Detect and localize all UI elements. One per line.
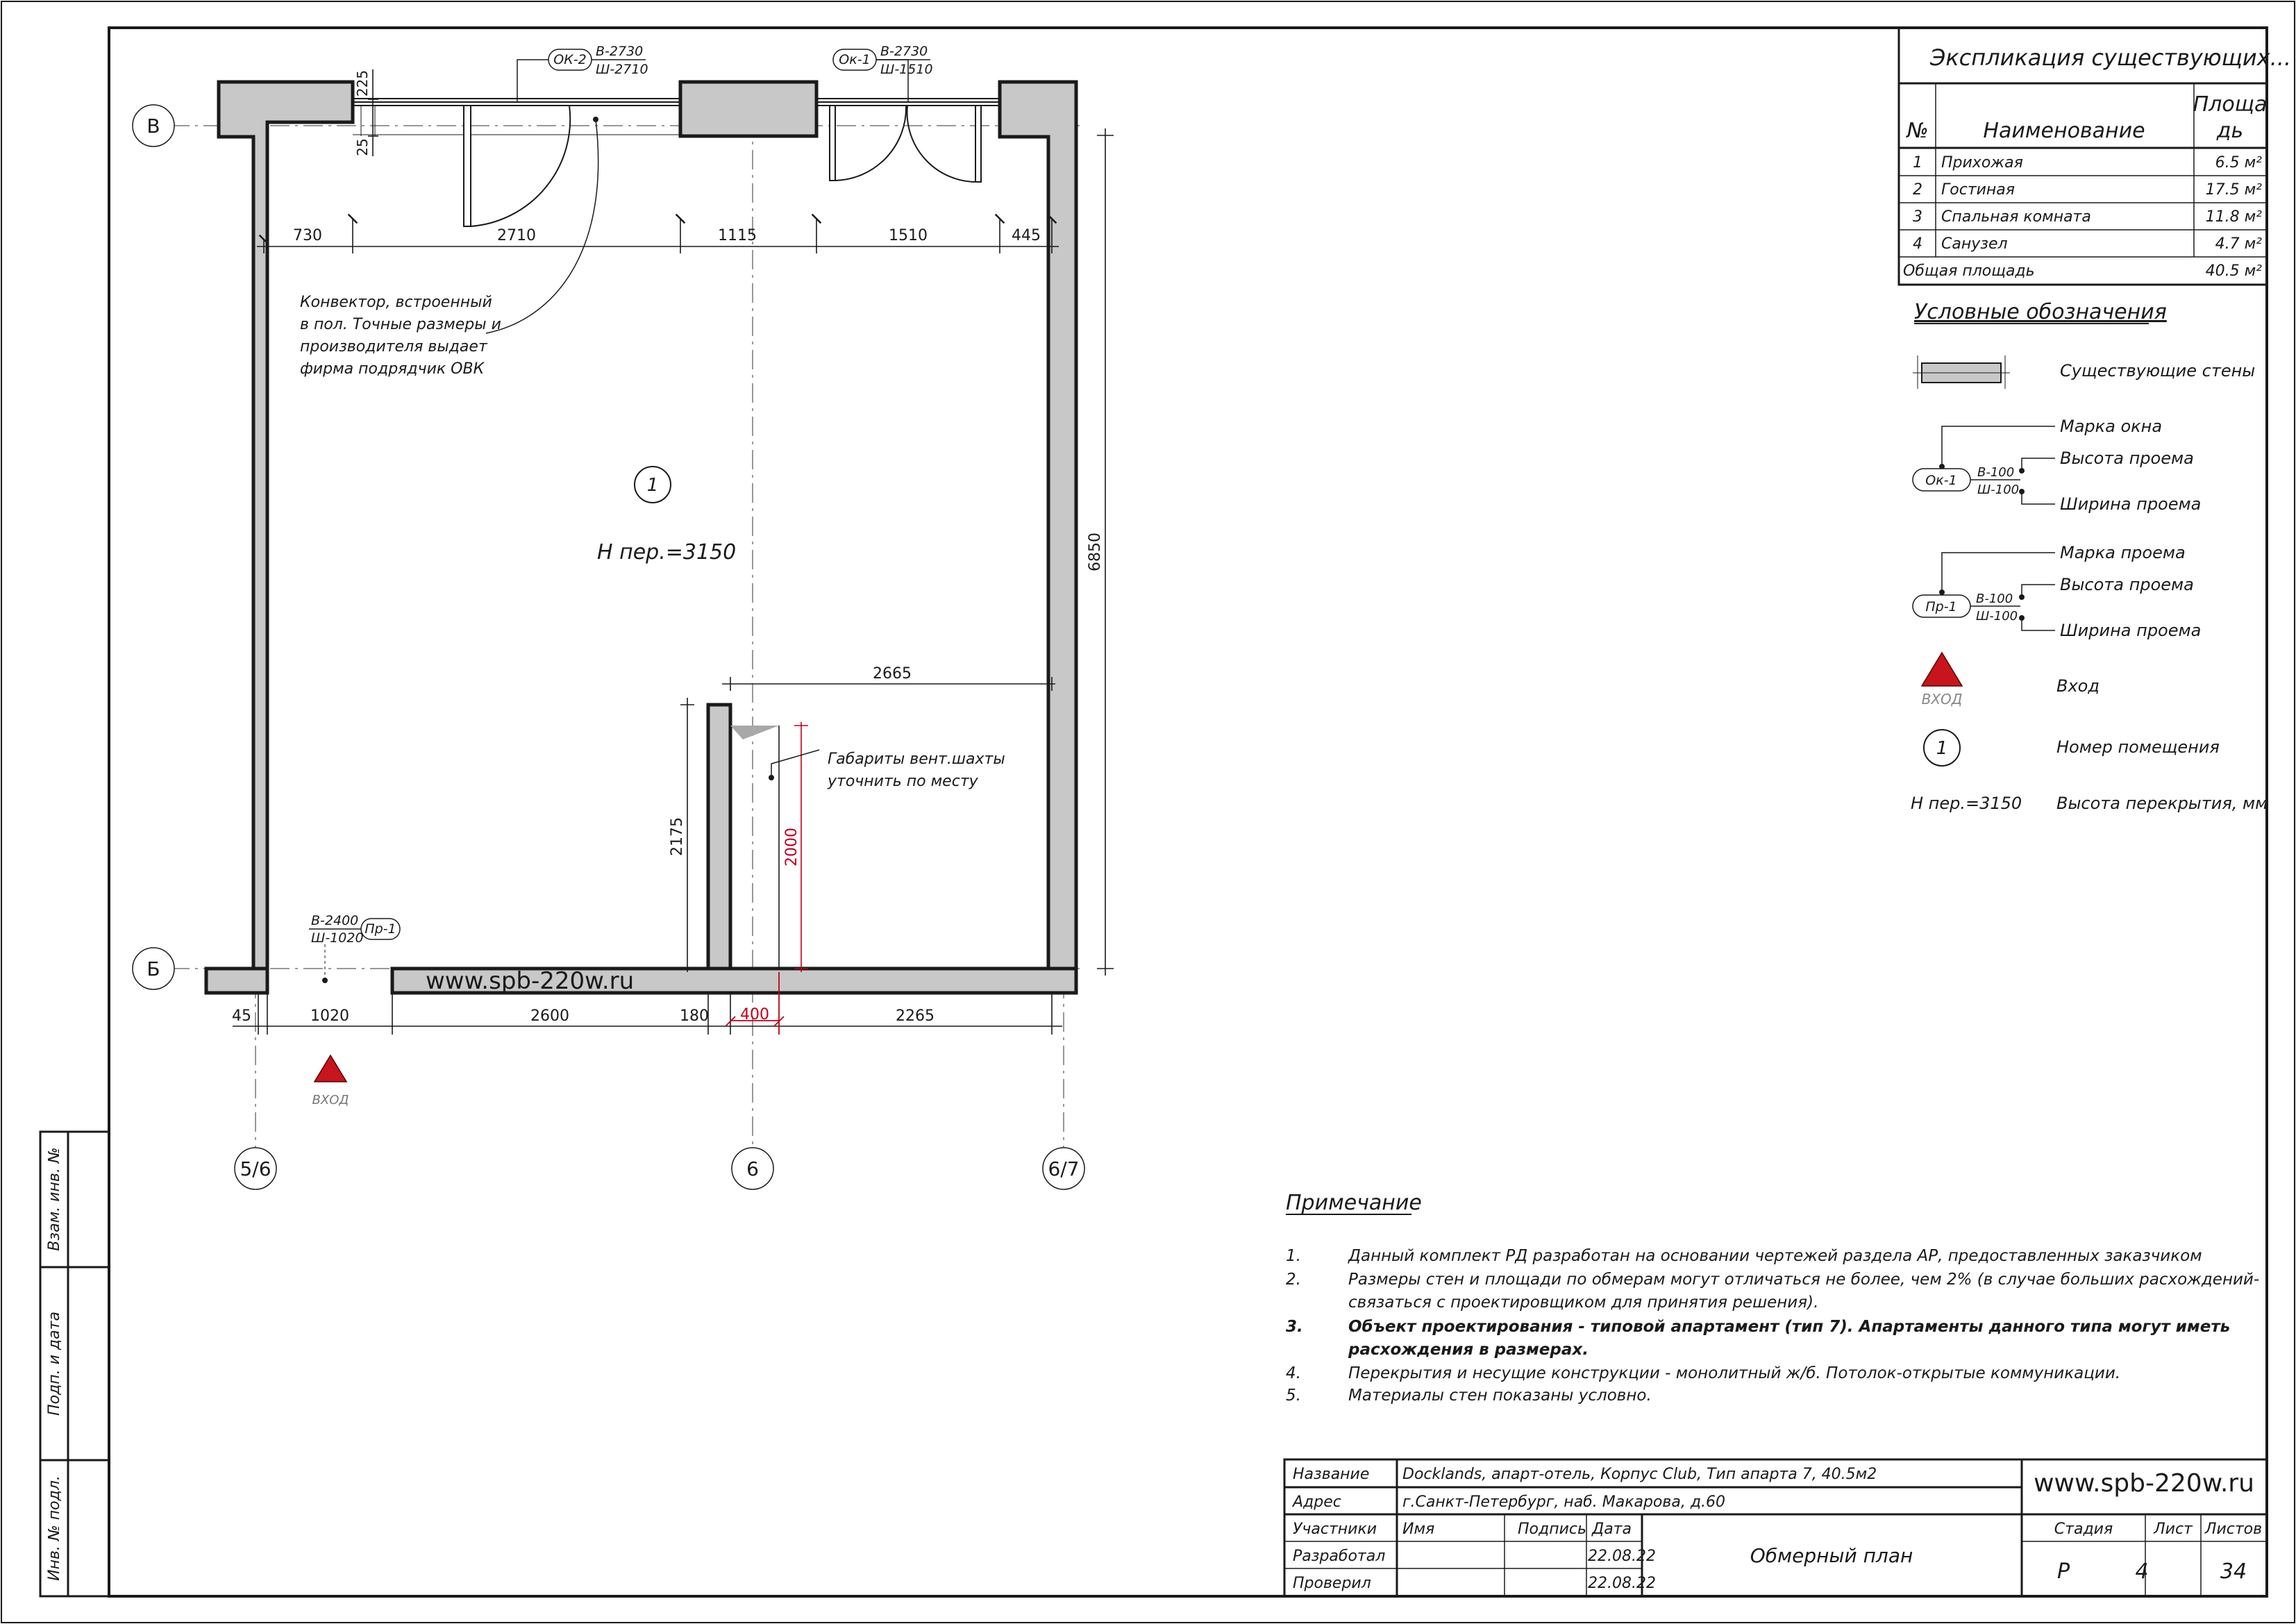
legend-opening-width-2: Ширина проема — [2060, 621, 2202, 640]
tb-sheet-label: Лист — [2154, 1521, 2193, 1538]
explication-col-no: № — [1907, 119, 1929, 143]
dim-top-1115: 1115 — [718, 227, 757, 244]
tb-sheets-total: 34 — [2220, 1559, 2247, 1584]
explication-row-4-area: 4.7 м² — [2215, 235, 2262, 253]
ceiling-height: Н пер.=3150 — [597, 540, 737, 564]
tb-sheets-label: Листов — [2204, 1521, 2263, 1538]
existing-walls — [206, 82, 1076, 993]
top-dim-chain — [257, 219, 1059, 253]
tb-developed: Разработал — [1293, 1548, 1386, 1565]
dim-bottom-2600: 2600 — [530, 1007, 569, 1025]
legend-room-number-sample: 1 — [1936, 738, 1948, 759]
notes-title: Примечание — [1286, 1191, 1422, 1215]
legend-title: Условные обозначения — [1914, 300, 2167, 324]
dim-bottom-45: 45 — [232, 1007, 251, 1025]
legend-sample-window-height: В-100 — [1977, 465, 2015, 480]
axis-row-bottom: Б — [146, 957, 160, 980]
note-3-n: 3. — [1286, 1318, 1303, 1336]
tb-address-value: г.Санкт-Петербург, наб. Макарова, д.60 — [1402, 1493, 1726, 1511]
axis-col-mid: 6 — [746, 1157, 759, 1180]
tb-col-date: Дата — [1592, 1521, 1632, 1538]
explication-title: Экспликация существующих... — [1930, 44, 2292, 71]
dim-sill-25: 25 — [354, 138, 371, 156]
legend-opening-mark: Марка проема — [2060, 543, 2186, 562]
dim-bottom-400: 400 — [740, 1006, 769, 1023]
legend-walls: Существующие стены — [2060, 361, 2256, 380]
tb-developed-date: 22.08.22 — [1588, 1548, 1656, 1565]
dim-bottom-2265: 2265 — [896, 1007, 935, 1025]
dim-height-6850: 6850 — [1087, 533, 1104, 571]
convector-note-line2: в пол. Точные размеры и — [300, 316, 501, 333]
convector-note-line4: фирма подрядчик ОВК — [300, 360, 485, 378]
dim-shaft-2000: 2000 — [783, 828, 801, 867]
tag-ok2-height: В-2730 — [596, 44, 644, 59]
tb-checked-date: 22.08.22 — [1588, 1575, 1656, 1592]
note-2-line-2: связаться с проектировщиком для принятия решения). — [1348, 1294, 1819, 1312]
explication-col-area-1: Площа — [2193, 92, 2268, 117]
explication-row-4-no: 4 — [1913, 235, 1922, 253]
legend-sample-window-width: Ш-100 — [1977, 483, 2020, 497]
note-2-line-1: Размеры стен и площади по обмерам могут отличаться не более, чем 2% (в случае больших расхождений- — [1348, 1271, 2260, 1289]
shaft-note-line1: Габариты вент.шахты — [828, 751, 1005, 768]
tb-address-label: Адрес — [1293, 1493, 1341, 1511]
explication-row-1-area: 6.5 м² — [2215, 154, 2262, 171]
tb-sheet-title: Обмерный план — [1750, 1544, 1913, 1567]
tag-pr1-height: В-2400 — [311, 913, 359, 928]
note-3-line-2: расхождения в размерах. — [1348, 1341, 1589, 1359]
legend-room-number: Номер помещения — [2056, 737, 2220, 757]
dim-bottom-180: 180 — [680, 1007, 709, 1025]
convector-note — [300, 117, 598, 378]
notes-block — [1286, 1191, 2259, 1405]
note-5-line-1: Материалы стен показаны условно. — [1348, 1387, 1652, 1405]
note-4-n: 4. — [1286, 1364, 1301, 1382]
floor-plan — [133, 44, 1114, 1189]
note-5-n: 5. — [1286, 1387, 1301, 1405]
tag-ok1 — [833, 44, 933, 103]
legend-ceiling-sample: Н пер.=3150 — [1911, 794, 2022, 813]
stamp-vzam: Взам. инв. № — [46, 1147, 63, 1251]
explication-row-4-name: Санузел — [1941, 235, 2008, 253]
explication-row-3-no: 3 — [1913, 208, 1922, 226]
legend — [1911, 300, 2268, 813]
tb-name-value: Docklands, апарт-отель, Корпус Club, Тип апарта 7, 40.5м2 — [1402, 1466, 1877, 1483]
tag-ok2-mark: ОК-2 — [553, 52, 587, 67]
tb-stage: Р — [2056, 1559, 2070, 1584]
tag-ok2 — [517, 44, 648, 103]
note-1-n: 1. — [1286, 1247, 1301, 1265]
note-4-line-1: Перекрытия и несущие конструкции - монолитный ж/б. Потолок-открытые коммуникации. — [1348, 1364, 2121, 1382]
dim-shaft-2175: 2175 — [669, 817, 686, 856]
stamp-inv: Инв. № подл. — [46, 1475, 63, 1581]
tb-checked: Проверил — [1293, 1575, 1371, 1592]
note-1-line-1: Данный комплект РД разработан на основании чертежей раздела АР, предоставленных заказчиком — [1348, 1247, 2202, 1265]
axis-row-top: В — [146, 115, 160, 137]
tag-ok1-height: В-2730 — [880, 44, 928, 59]
shaft-note — [769, 750, 1005, 790]
explication-row-1-name: Прихожая — [1941, 154, 2023, 171]
explication-row-2-no: 2 — [1913, 181, 1922, 199]
dim-top-730: 730 — [293, 227, 322, 244]
explication-total-label: Общая площадь — [1903, 262, 2035, 280]
explication-row-3-area: 11.8 м² — [2205, 208, 2262, 226]
explication-row-2-area: 17.5 м² — [2205, 181, 2262, 199]
convector-note-line3: производителя выдает — [300, 338, 487, 355]
explication-col-area-2: дь — [2216, 119, 2244, 143]
tb-col-name: Имя — [1402, 1521, 1435, 1538]
dim-sill-225: 225 — [354, 69, 371, 97]
tb-sheet-no: 4 — [2135, 1559, 2149, 1584]
dim-top-1510: 1510 — [889, 227, 928, 244]
tag-pr1 — [309, 913, 400, 983]
legend-opening-width: Ширина проема — [2060, 494, 2202, 514]
legend-ceiling: Высота перекрытия, мм — [2056, 794, 2268, 813]
tag-ok1-width: Ш-1510 — [880, 62, 933, 77]
dim-top-445: 445 — [1012, 227, 1041, 244]
note-2-n: 2. — [1286, 1271, 1301, 1289]
explication-row-2-name: Гостиная — [1941, 181, 2016, 199]
room-number: 1 — [646, 475, 659, 496]
vent-shaft-wedge — [730, 726, 779, 739]
tag-ok1-mark: Ок-1 — [839, 52, 871, 67]
explication-total-area: 40.5 м² — [2205, 262, 2262, 280]
title-block — [1284, 1459, 2267, 1596]
legend-sample-opening-mark: Пр-1 — [1925, 599, 1957, 614]
axis-col-left: 5/6 — [240, 1157, 271, 1180]
explication-table — [1899, 28, 2291, 285]
legend-entry-triangle — [1922, 653, 1962, 686]
tag-pr1-width: Ш-1020 — [311, 930, 364, 946]
legend-opening-height: Высота проема — [2060, 449, 2194, 468]
watermark: www.spb-220w.ru — [426, 967, 635, 995]
note-3-line-1: Объект проектирования - типовой апартамент (тип 7). Апартаменты данного типа могут иметь — [1348, 1318, 2231, 1336]
legend-sample-window-mark: Ок-1 — [1925, 473, 1957, 488]
dim-shaft-2665: 2665 — [873, 665, 912, 683]
legend-opening-height-2: Высота проема — [2060, 575, 2194, 594]
dim-bottom-1020: 1020 — [310, 1007, 349, 1025]
entry-label: ВХОД — [312, 1093, 349, 1107]
tag-ok2-width: Ш-2710 — [596, 62, 648, 77]
tb-site: www.spb-220w.ru — [2034, 1469, 2254, 1498]
tb-name-label: Название — [1293, 1466, 1370, 1483]
shaft-note-line2: уточнить по месту — [828, 773, 978, 790]
legend-entry: Вход — [2056, 676, 2100, 696]
convector-note-line1: Конвектор, встроенный — [300, 294, 492, 311]
explication-row-1-no: 1 — [1913, 154, 1922, 171]
tb-participants: Участники — [1293, 1521, 1377, 1538]
legend-window-mark: Марка окна — [2060, 417, 2163, 436]
tb-stage-label: Стадия — [2054, 1521, 2113, 1538]
tag-pr1-mark: Пр-1 — [364, 921, 396, 937]
axis-col-right: 6/7 — [1048, 1157, 1080, 1180]
legend-entry-sample-label: ВХОД — [1921, 691, 1963, 708]
entry-triangle — [315, 1055, 346, 1082]
explication-col-name: Наименование — [1983, 119, 2145, 143]
legend-sample-opening-height: В-100 — [1976, 592, 2013, 606]
tb-col-sign: Подпись — [1518, 1521, 1586, 1538]
convector-hatch — [353, 106, 680, 135]
stamp-podp: Подп. и дата — [46, 1312, 63, 1416]
legend-sample-opening-width: Ш-100 — [1976, 609, 2018, 623]
explication-row-3-name: Спальная комната — [1941, 208, 2091, 226]
dim-top-2710: 2710 — [497, 227, 536, 244]
